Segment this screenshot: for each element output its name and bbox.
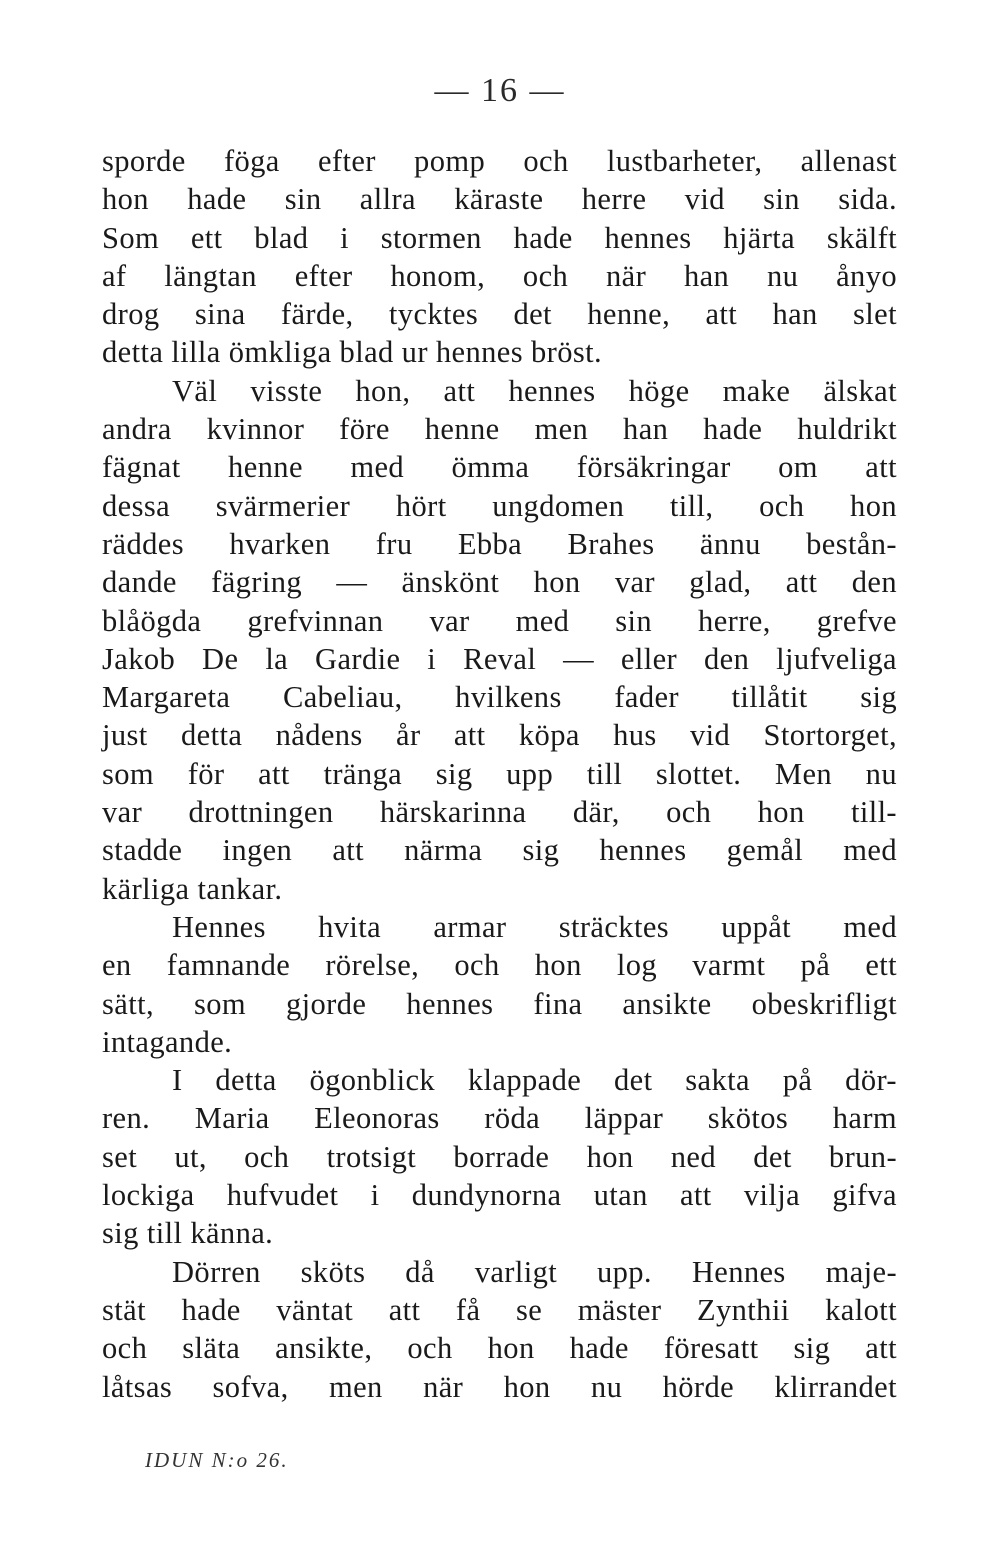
text-line: kärliga tankar. [102,871,283,906]
text-line: räddes hvarken fru Ebba Brahes ännu bestån- [102,526,897,561]
text-line: dessa svärmerier hört ungdomen till, och hon [102,488,897,523]
text-line: set ut, och trotsigt borrade hon ned det brun- [102,1139,897,1174]
text-line: lockiga hufvudet i dundynorna utan att vilja gifva [102,1178,897,1213]
text-line: stät hade väntat att få se mäster Zynthii kalott [102,1292,897,1327]
footer-signature: IDUN N:o 26. [145,1448,289,1472]
text-line: Som ett blad i stormen hade hennes hjärta skälft [102,220,897,255]
text-line: andra kvinnor före henne men han hade huldrikt [102,412,897,447]
text-line: en famnande rörelse, och hon log varmt på ett [102,948,897,983]
text-line: låtsas sofva, men när hon nu hörde klirrandet [102,1369,897,1404]
text-line: Jakob De la Gardie i Reval — eller den ljufveliga [102,641,897,676]
text-line: och släta ansikte, och hon hade föresatt sig att [102,1331,897,1366]
text-line: var drottningen härskarinna där, och hon till- [102,795,897,830]
text-line: drog sina färde, tycktes det henne, att han slet [102,297,897,332]
page-number: — 16 — [434,72,566,109]
text-line: stadde ingen att närma sig hennes gemål med [102,833,897,868]
text-line: dande fägring — änskönt hon var glad, att den [102,565,897,600]
text-line: hon hade sin allra käraste herre vid sin sida. [102,182,897,217]
text-line: Dörren sköts då varligt upp. Hennes maje- [172,1254,897,1289]
text-line: just detta nådens år att köpa hus vid Stortorget, [102,718,897,753]
text-line: intagande. [102,1024,233,1059]
text-line: sporde föga efter pomp och lustbarheter, allenast [102,144,897,178]
text-line: blåögda grefvinnan var med sin herre, grefve [102,603,897,638]
text-line: sätt, som gjorde hennes fina ansikte obeskrifligt [102,986,897,1021]
text-line: sig till känna. [102,1216,274,1251]
text-line: af längtan efter honom, och när han nu ånyo [102,258,897,293]
body-text [102,142,897,1406]
text-line: detta lilla ömkliga blad ur hennes bröst. [102,335,603,370]
text-line: ren. Maria Eleonoras röda läppar skötos harm [102,1101,897,1136]
text-line: Hennes hvita armar sträcktes uppåt med [172,909,897,944]
text-line: Väl visste hon, att hennes höge make älskat [172,373,897,408]
text-line: Margareta Cabeliau, hvilkens fader tillåtit sig [102,680,897,715]
text-line: I detta ögonblick klappade det sakta på dör- [172,1063,897,1098]
text-line: som för att tränga sig upp till slottet. Men nu [102,756,897,791]
text-line: fägnat henne med ömma försäkringar om att [102,450,897,485]
